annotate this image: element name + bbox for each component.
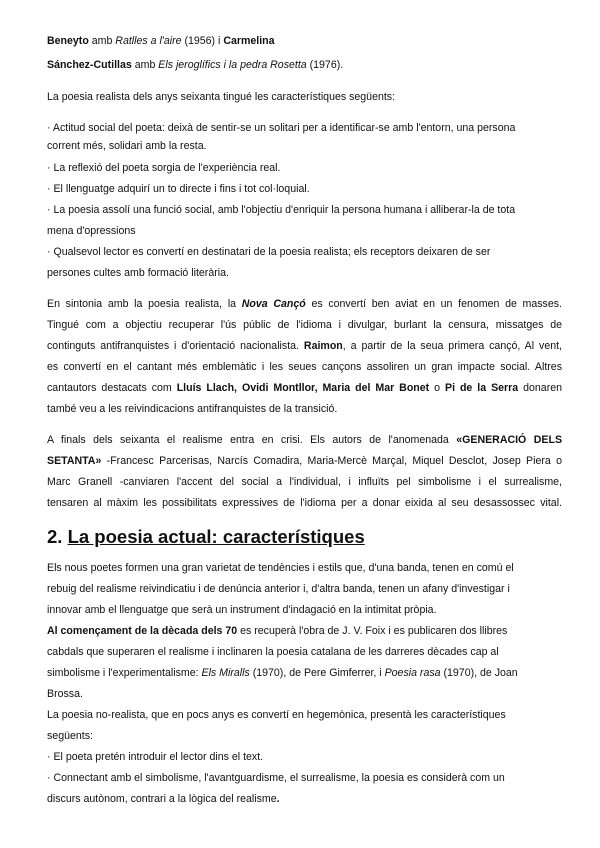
text: cantautors destacats com bbox=[47, 382, 177, 394]
singer-names: Lluís Llach, Ovidi Montllor, Maria del Mar Bonet bbox=[176, 382, 430, 394]
bullet-line: · Actitud social del poeta: deixà de sentir-se un solitari per a identificar-se amb l'entorn, una persona bbox=[47, 122, 516, 134]
text: amb bbox=[131, 59, 159, 71]
actual-p1-line: rebuig del realisme reivindicatiu i de denúncia anterior i, d'altra banda, tenen un afany d'investigar i bbox=[47, 583, 510, 595]
setanta-line-3: Marc Granell -canviaren l'accent del social a l'individual, i influïts pel simbolisme i el surrealisme, bbox=[47, 476, 562, 488]
bullet-line: corrent més, solidari amb la resta. bbox=[47, 140, 207, 152]
generation-name: «GENERACIÓ DELS bbox=[456, 434, 563, 446]
work-title: Els Miralls bbox=[201, 667, 250, 679]
bullet-line: · Connectant amb el simbolisme, l'avantguardisme, el surrealisme, la poesia es considerà com un bbox=[47, 772, 505, 784]
intro-line-1 bbox=[47, 34, 562, 48]
final-line bbox=[47, 792, 562, 806]
decade-highlight: Al començament de la dècada dels 70 bbox=[47, 625, 238, 637]
nova-canco-line-1 bbox=[47, 297, 562, 311]
text: -Francesc Parcerisas, Narcís Comadira, Maria-Mercè Marçal, Miquel Desclot, Josep Piera o bbox=[101, 455, 562, 467]
text: simbolisme i l'experimentalisme: bbox=[47, 667, 202, 679]
singer-name: Raimon bbox=[303, 340, 343, 352]
intro-line-2 bbox=[47, 58, 562, 72]
nova-canco-line-6: també veu a les reivindicacions antifranquistes de la transició. bbox=[47, 403, 338, 415]
section-heading bbox=[47, 526, 365, 548]
nova-canco-line-2: Tingué com a objectiu recuperar l'ús públic de l'idioma i divulgar, burlant la censura, missatges de bbox=[47, 319, 562, 331]
bullet-line: · El llenguatge adquirí un to directe i fins i tot col·loquial. bbox=[47, 183, 310, 195]
singer-name: Pi de la Serra bbox=[445, 382, 519, 394]
actual-p2-line-2: cabdals que superaren el realisme i inclinaren la poesia catalana de les darreres dècades cap al bbox=[47, 646, 499, 658]
author-name: Sánchez-Cutillas bbox=[47, 59, 132, 71]
text: A finals dels seixanta el realisme entra en crisi. Els autors de l'anomenada bbox=[47, 434, 457, 446]
text: (1956) i bbox=[181, 35, 224, 47]
author-name: Carmelina bbox=[223, 35, 275, 47]
text: (1970), de Joan bbox=[440, 667, 518, 679]
bullet-line: · La reflexió del poeta sorgia de l'experiència real. bbox=[47, 162, 281, 174]
actual-p1-line: Els nous poetes formen una gran varietat de tendències i estils que, d'una banda, tenen en comú el bbox=[47, 562, 514, 574]
setanta-line-2 bbox=[47, 454, 562, 468]
generation-name: SETANTA» bbox=[47, 455, 102, 467]
actual-p3-line: següents: bbox=[47, 730, 93, 742]
text: En sintonia amb la poesia realista, la bbox=[47, 298, 242, 310]
nova-canco-line-3 bbox=[47, 339, 562, 353]
nova-canco-line-4: es convertí en el cantant més emblemàtic i les seues cançons assoliren un gran impacte social. Altres bbox=[47, 361, 562, 373]
movement-name: Nova Cançó bbox=[241, 298, 306, 310]
realism-intro: La poesia realista dels anys seixanta tingué les característiques següents: bbox=[47, 91, 396, 103]
work-title: Ratlles a l'aire bbox=[115, 35, 182, 47]
setanta-line-1 bbox=[47, 433, 562, 447]
actual-p2-line-4: Brossa. bbox=[47, 688, 83, 700]
final-period: . bbox=[276, 793, 280, 805]
actual-p2-line-1 bbox=[47, 624, 562, 638]
setanta-line-4: tensaren al màxim les possibilitats expressives de l'idioma per a donar eixida al seu desassossec vital. bbox=[47, 497, 562, 509]
text: amb bbox=[88, 35, 116, 47]
work-title: Poesia rasa bbox=[384, 667, 441, 679]
nova-canco-line-5 bbox=[47, 381, 562, 395]
bullet-line: · El poeta pretén introduir el lector dins el text. bbox=[47, 751, 264, 763]
actual-p1-line: innovar amb el llenguatge que serà un instrument d'indagació en la intimitat pròpia. bbox=[47, 604, 437, 616]
text: o bbox=[429, 382, 445, 394]
text: , a partir de la seua primera cançó, Al vent, bbox=[342, 340, 562, 352]
text: (1970), de Pere Gimferrer, i bbox=[249, 667, 385, 679]
actual-p3-line: La poesia no-realista, que en pocs anys es convertí en hegemònica, presentà les característiques bbox=[47, 709, 506, 721]
author-name: Beneyto bbox=[47, 35, 89, 47]
text: es convertí ben aviat en un fenomen de masses. bbox=[305, 298, 562, 310]
bullet-line: persones cultes amb formació literària. bbox=[47, 267, 229, 279]
section-number: 2. bbox=[47, 526, 68, 547]
bullet-line: · Qualsevol lector es convertí en destinatari de la poesia realista; els receptors deixaren de ser bbox=[47, 246, 491, 258]
text: discurs autònom, contrari a la lògica del realisme bbox=[47, 793, 277, 805]
text: es recuperà l'obra de J. V. Foix i es publicaren dos llibres bbox=[237, 625, 508, 637]
bullet-line: · La poesia assolí una funció social, amb l'objectiu d'enriquir la persona humana i alliberar-la de tota bbox=[47, 204, 516, 216]
work-title: Els jeroglífics i la pedra Rosetta bbox=[158, 59, 307, 71]
bullet-line: mena d'opressions bbox=[47, 225, 136, 237]
actual-p2-line-3 bbox=[47, 666, 562, 680]
text: continguts antifranquistes i d'orientació nacionalista. bbox=[47, 340, 304, 352]
section-title: La poesia actual: característiques bbox=[67, 526, 365, 547]
text: donaren bbox=[518, 382, 563, 394]
text: (1976). bbox=[306, 59, 344, 71]
